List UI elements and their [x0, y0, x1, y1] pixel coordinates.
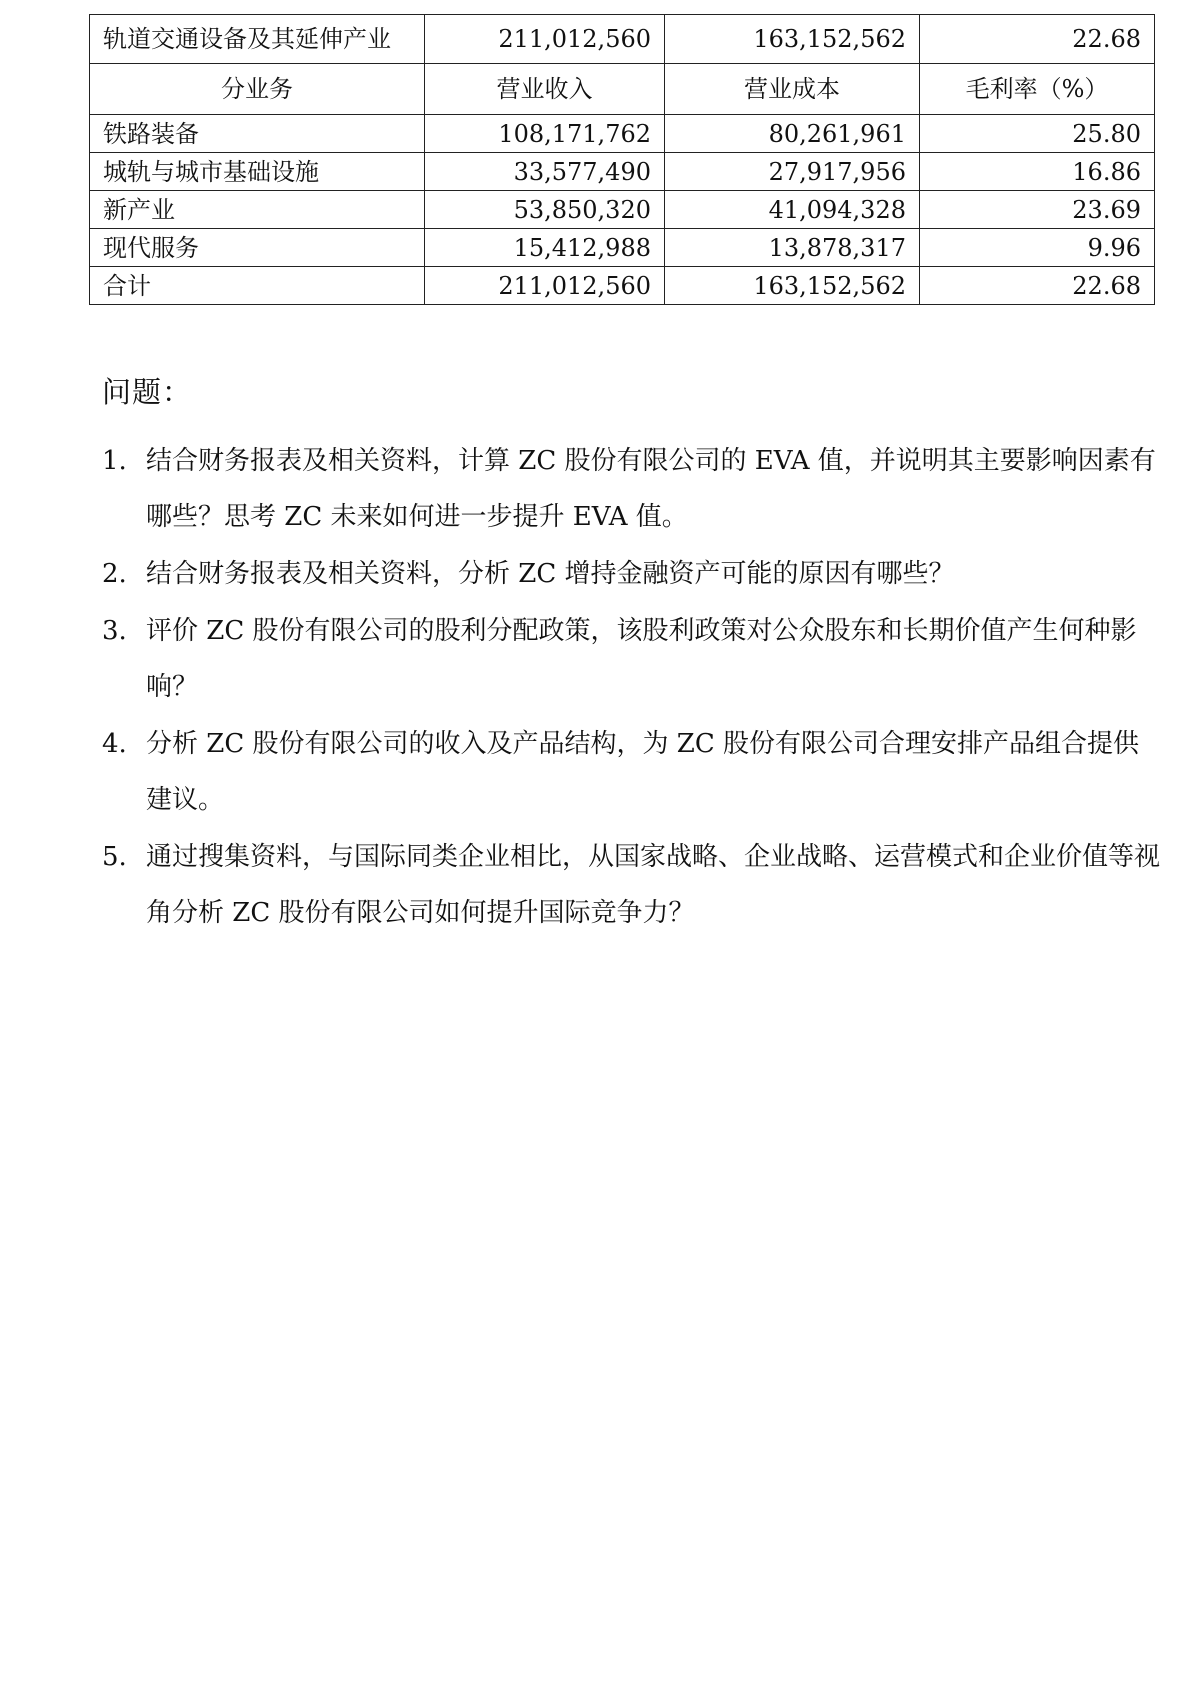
question-number: 1. — [102, 446, 127, 476]
question-number: 5. — [102, 842, 127, 872]
question-number: 3. — [102, 616, 127, 646]
question-item — [102, 433, 1162, 545]
business-name-cell: 现代服务 — [90, 229, 425, 267]
business-name-cell: 城轨与城市基础设施 — [90, 153, 425, 191]
header-margin: 毛利率（%） — [920, 64, 1155, 115]
question-item — [102, 546, 1162, 602]
revenue-cell: 211,012,560 — [425, 267, 665, 305]
revenue-cell: 15,412,988 — [425, 229, 665, 267]
margin-cell: 9.96 — [920, 229, 1155, 267]
cost-cell: 163,152,562 — [665, 15, 920, 64]
margin-cell: 25.80 — [920, 115, 1155, 153]
revenue-table — [89, 14, 1155, 305]
question-text: 结合财务报表及相关资料，分析 ZC 增持金融资产可能的原因有哪些？ — [146, 559, 955, 589]
business-name-cell: 合计 — [90, 267, 425, 305]
cost-cell: 27,917,956 — [665, 153, 920, 191]
table-row — [90, 115, 1155, 153]
margin-cell: 22.68 — [920, 267, 1155, 305]
margin-cell: 16.86 — [920, 153, 1155, 191]
header-business: 分业务 — [90, 64, 425, 115]
table-row — [90, 191, 1155, 229]
question-item — [102, 603, 1162, 715]
table-row-segment-total — [90, 15, 1155, 64]
question-number: 2. — [102, 559, 127, 589]
revenue-cell: 33,577,490 — [425, 153, 665, 191]
table-row — [90, 229, 1155, 267]
margin-cell: 22.68 — [920, 15, 1155, 64]
question-number: 4. — [102, 729, 127, 759]
cost-cell: 13,878,317 — [665, 229, 920, 267]
table-header-row — [90, 64, 1155, 115]
segment-name-cell: 轨道交通设备及其延伸产业 — [90, 15, 425, 64]
cost-cell: 41,094,328 — [665, 191, 920, 229]
cost-cell: 163,152,562 — [665, 267, 920, 305]
questions-list — [102, 433, 1162, 942]
table-row — [90, 153, 1155, 191]
question-item — [102, 716, 1162, 828]
margin-cell: 23.69 — [920, 191, 1155, 229]
header-cost: 营业成本 — [665, 64, 920, 115]
table-row-total — [90, 267, 1155, 305]
business-name-cell: 新产业 — [90, 191, 425, 229]
revenue-cell: 108,171,762 — [425, 115, 665, 153]
revenue-cell: 211,012,560 — [425, 15, 665, 64]
question-text: 通过搜集资料，与国际同类企业相比，从国家战略、企业战略、运营模式和企业价值等视角分析 ZC 股份有限公司如何提升国际竞争力？ — [146, 842, 1161, 928]
question-text: 结合财务报表及相关资料，计算 ZC 股份有限公司的 EVA 值，并说明其主要影响因素有哪些？思考 ZC 未来如何进一步提升 EVA 值。 — [146, 446, 1156, 532]
question-text: 分析 ZC 股份有限公司的收入及产品结构，为 ZC 股份有限公司合理安排产品组合提供建议。 — [146, 729, 1139, 815]
question-text: 评价 ZC 股份有限公司的股利分配政策，该股利政策对公众股东和长期价值产生何种影响？ — [146, 616, 1137, 702]
revenue-cell: 53,850,320 — [425, 191, 665, 229]
business-name-cell: 铁路装备 — [90, 115, 425, 153]
cost-cell: 80,261,961 — [665, 115, 920, 153]
questions-heading: 问题： — [102, 375, 193, 409]
question-item — [102, 829, 1162, 941]
header-revenue: 营业收入 — [425, 64, 665, 115]
